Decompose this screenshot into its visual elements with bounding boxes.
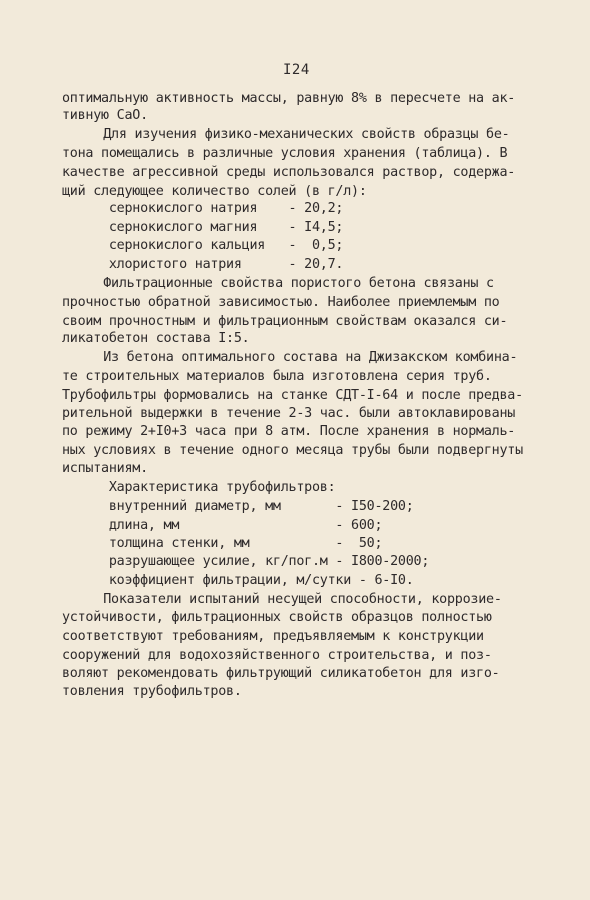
text-line: прочностью обратной зависимостью. Наиболее приемлемым по <box>62 295 500 310</box>
text-line: щий следующее количество солей (в г/л): <box>62 184 367 199</box>
text-line: сооружений для водохозяйственного строительства, и поз- <box>62 648 492 663</box>
text-line: те строительных материалов была изготовлена серия труб. <box>62 369 492 384</box>
text-line: Из бетона оптимального состава на Джизакском комбина- <box>72 350 518 365</box>
salt-list-item: сернокислого кальция - 0,5; <box>62 238 344 253</box>
text-line: по режиму 2+I0+3 часа при 8 атм. После хранения в нормаль- <box>62 424 516 439</box>
text-line: товления трубофильтров. <box>62 684 242 699</box>
text-line: Фильтрационные свойства пористого бетона связаны с <box>72 276 494 291</box>
text-line: устойчивости, фильтрационных свойств образцов полностью <box>62 610 492 625</box>
text-line: тивную СаО. <box>62 108 148 123</box>
spec-list-item: разрушающее усилие, кг/пог.м - I800-2000; <box>62 554 430 569</box>
spec-list-item: толщина стенки, мм - 50; <box>62 536 383 551</box>
text-line: ликатобетон состава I:5. <box>62 331 250 346</box>
text-line: Трубофильтры формовались на станке СДТ-I-64 и после предва- <box>62 388 523 403</box>
text-line: ных условиях в течение одного месяца трубы были подвергнуты <box>62 443 523 458</box>
text-line: Для изучения физико-механических свойств образцы бе- <box>72 127 510 142</box>
page-number: I24 <box>283 62 310 78</box>
spec-list-item: коэффициент фильтрации, м/сутки - 6-I0. <box>62 573 414 588</box>
text-line: тона помещались в различные условия хранения (таблица). В <box>62 146 508 161</box>
text-line: воляют рекомендовать фильтрующий силикатобетон для изго- <box>62 666 500 681</box>
spec-list-item: длина, мм - 600; <box>62 518 383 533</box>
salt-list-item: сернокислого магния - I4,5; <box>62 220 344 235</box>
text-line: испытаниям. <box>62 461 148 476</box>
text-line: своим прочностным и фильтрационным свойствам оказался си- <box>62 314 508 329</box>
text-line: рительной выдержки в течение 2-3 час. были автоклавированы <box>62 406 516 421</box>
text-line: соответствуют требованиям, предъявляемым к конструкции <box>62 629 484 644</box>
text-line: оптимальную активность массы, равную 8% в пересчете на ак- <box>62 91 516 106</box>
spec-list-item: внутренний диаметр, мм - I50-200; <box>62 499 414 514</box>
section-heading: Характеристика трубофильтров: <box>62 480 336 495</box>
salt-list-item: хлористого натрия - 20,7. <box>62 257 344 272</box>
text-line: качестве агрессивной среды использовался раствор, содержа- <box>62 165 516 180</box>
text-line: Показатели испытаний несущей способности, коррозие- <box>72 592 502 607</box>
salt-list-item: сернокислого натрия - 20,2; <box>62 201 344 216</box>
